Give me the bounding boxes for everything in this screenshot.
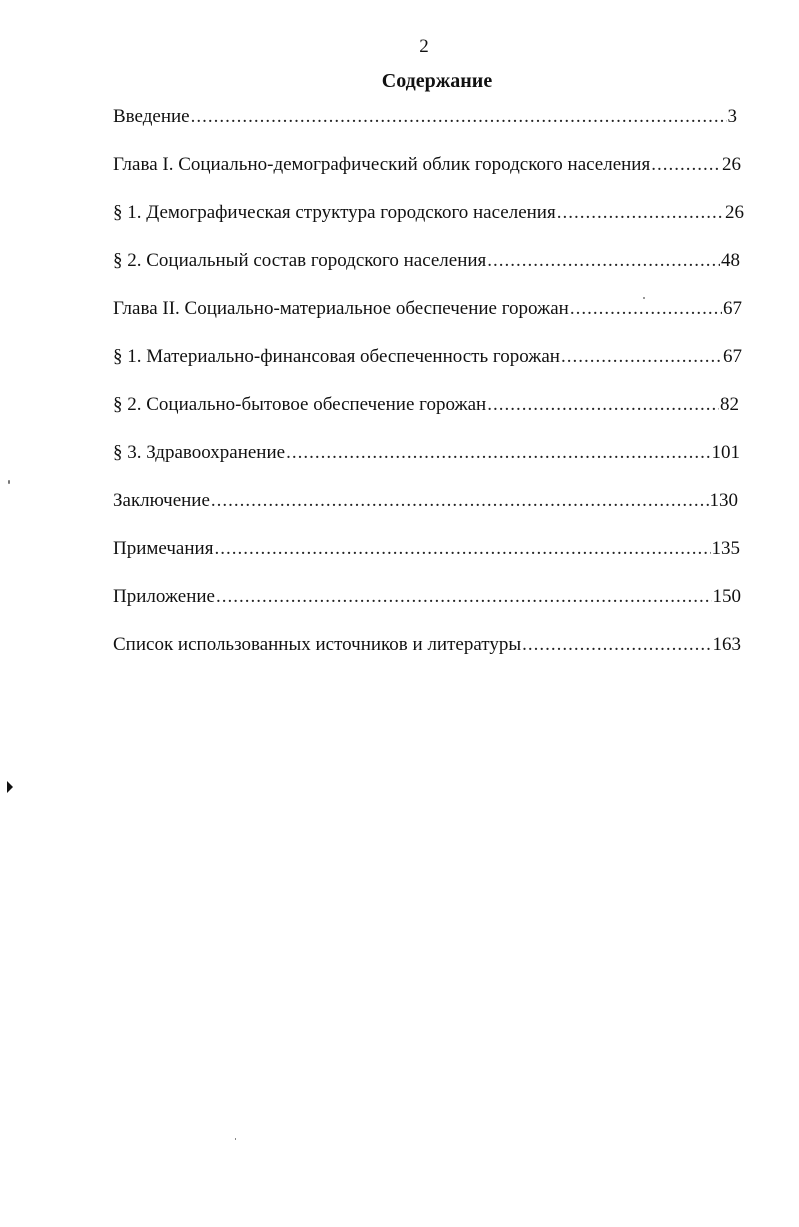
toc-page-ref: 101 xyxy=(711,442,740,463)
toc-entry-text: § 2. Социально-бытовое обеспечение горожан xyxy=(113,394,487,415)
toc-page-ref: 150 xyxy=(712,586,741,607)
toc-entry-text: § 3. Здравоохранение xyxy=(113,442,286,463)
toc-page-ref: 163 xyxy=(712,634,741,655)
toc-entry-bibliography[interactable] xyxy=(113,633,741,657)
toc-page-ref: 135 xyxy=(711,538,740,559)
toc-entry-text: Глава II. Социально-материальное обеспечение горожан xyxy=(113,298,569,319)
toc-title: Содержание xyxy=(381,70,493,92)
toc-page-ref: 82 xyxy=(720,394,739,415)
scan-speck xyxy=(643,297,645,299)
scan-speck xyxy=(8,480,10,484)
toc-entry-introduction[interactable] xyxy=(113,105,737,129)
toc-page-ref: 67 xyxy=(723,346,742,367)
toc-entry-text: § 1. Материально-финансовая обеспеченность горожан xyxy=(113,346,560,367)
toc-page-ref: 48 xyxy=(721,250,740,271)
dot-leader xyxy=(557,201,724,225)
dot-leader xyxy=(211,489,709,513)
toc-entry-ch1-section-1[interactable] xyxy=(113,201,744,225)
toc-entry-text: Список использованных источников и литературы xyxy=(113,634,522,655)
toc-entry-ch2-section-1[interactable] xyxy=(113,345,742,369)
toc-entry-chapter-2[interactable] xyxy=(113,297,742,321)
toc-entry-text: § 2. Социальный состав городского населения xyxy=(113,250,487,271)
dot-leader xyxy=(191,105,727,129)
page-number: 2 xyxy=(419,36,429,57)
toc-entry-ch1-section-2[interactable] xyxy=(113,249,740,273)
toc-entry-ch2-section-3[interactable] xyxy=(113,441,740,465)
toc-entry-text: § 1. Демографическая структура городского населения xyxy=(113,202,556,223)
toc-page-ref: 130 xyxy=(709,490,738,511)
toc-page-ref: 26 xyxy=(722,154,741,175)
toc-entry-text: Заключение xyxy=(113,490,210,511)
toc-entry-notes[interactable] xyxy=(113,537,740,561)
toc-page-ref: 26 xyxy=(725,202,744,223)
dot-leader xyxy=(487,249,720,273)
toc-page-ref: 67 xyxy=(723,298,742,319)
toc-entry-text: Приложение xyxy=(113,586,215,607)
scan-margin-mark xyxy=(7,781,13,793)
dot-leader xyxy=(286,441,710,465)
scan-speck xyxy=(235,1138,236,1140)
toc-page-ref: 3 xyxy=(727,106,737,127)
toc-entry-ch2-section-2[interactable] xyxy=(113,393,739,417)
dot-leader xyxy=(487,393,719,417)
toc-entry-text: Глава I. Социально-демографический облик городского населения xyxy=(113,154,651,175)
dot-leader xyxy=(570,297,722,321)
dot-leader xyxy=(522,633,711,657)
dot-leader xyxy=(651,153,721,177)
dot-leader xyxy=(561,345,722,369)
toc-entry-conclusion[interactable] xyxy=(113,489,738,513)
toc-entry-appendix[interactable] xyxy=(113,585,741,609)
toc-entry-text: Примечания xyxy=(113,538,214,559)
dot-leader xyxy=(214,537,710,561)
toc-entry-chapter-1[interactable] xyxy=(113,153,741,177)
toc-entry-text: Введение xyxy=(113,106,190,127)
dot-leader xyxy=(216,585,712,609)
